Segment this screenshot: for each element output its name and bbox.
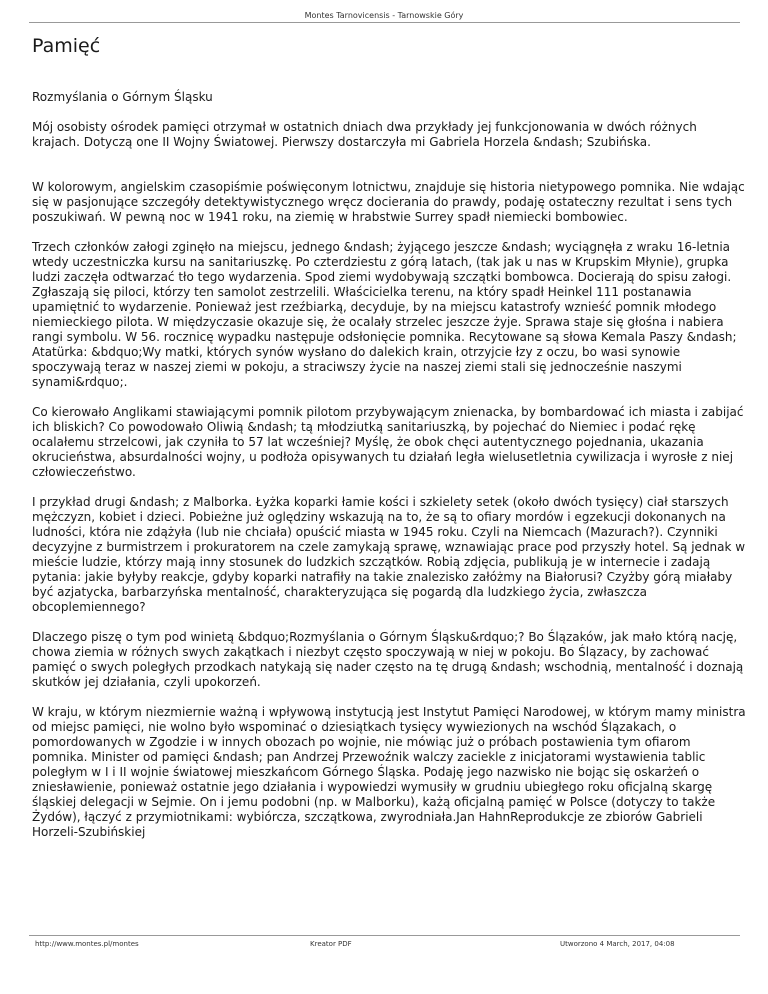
page-title: Pamięć [32, 35, 101, 57]
article-paragraph: W kraju, w którym niezmiernie ważną i wpływową instytucją jest Instytut Pamięci Narodowej, w którym mamy ministra od miejsc pamięci, nie wolno było wspominać o dziesiątkach tysięcy wywiezionych na wschód Ślązakach, o pomordowanych w Zgodzie i w innych obozach po wojnie, nie mówiąc już o próbach postawienia tym ofiarom pomnika. Minister od pamięci &ndash; pan Andrzej Przewoźnik walczy zaciekle z inicjatorami wystawienia tablic poległym w I i II wojnie światowej mieszkańcom Górnego Śląska. Podaję jego nazwisko nie bojąc się oskarżeń o zniesławienie, ponieważ ostatnie jego działania i wypowiedzi wymusiły w grudniu ubiegłego roku oficjalną skargę śląskiej delegacji w Sejmie. On i jemu podobni (np. w Malborku), każą oficjalną pamięć w Polsce (dotyczy to także Żydów), łączyć z przymiotnikami: wybiórcza, szczątkowa, zwyrodniała.Jan HahnReprodukcje ze zbiorów Gabrieli Horzeli-Szubińskiej [32, 705, 746, 839]
footer-divider [29, 935, 740, 936]
article-paragraph: Dlaczego piszę o tym pod winietą &bdquo;Rozmyślania o Górnym Śląsku&rdquo;? Bo Ślązaków, jak mało którą nację, chowa ziemia w różnych swych zakątkach i niezbyt często spoczywają w niej w pokoju. Bo Ślązacy, by zachować pamięć o swych poległych przodkach natykają się nader często na tę drugą &ndash; wschodnią, mentalność i doznają skutków jej działania, czyli upokorzeń. [32, 630, 744, 689]
article-body [32, 90, 748, 855]
site-header: Montes Tarnovicensis - Tarnowskie Góry [304, 11, 464, 20]
article-paragraph: Trzech członków załogi zginęło na miejscu, jednego &ndash; żyjącego jeszcze &ndash; wyciągnęła z wraku 16-letnia wtedy uczestniczka kursu na sanitariuszkę. Po czterdziestu z górą latach, (tak jak u nas w Krupskim Młynie), grupka ludzi zaczęła odtwarzać tło tego wydarzenia. Spod ziemi wydobywają szczątki bombowca. Docierają do spisu załogi. Zgłaszają się piloci, którzy ten samolot zestrzelili. Właścicielka terenu, na który spadł Heinkel 111 postanawia upamiętnić to wydarzenie. Ponieważ jest rzeźbiarką, decyduje, by na miejscu katastrofy wznieść pomnik młodego niemieckiego pilota. W międzyczasie okazuje się, że ocalały strzelec jeszcze żyje. Sprawa staje się głośna i nabiera rangi symbolu. W 56. rocznicę wypadku następuje odsłonięcie pomnika. Recytowane są słowa Kemala Paszy &ndash; Atatürka: &bdquo;Wy matki, których synów wysłano do dalekich krain, otrzyjcie łzy z oczu, bo wasi synowie spoczywają teraz w naszej ziemi w pokoju, a straciwszy życie na naszej ziemi stali się jednocześnie naszymi synami&rdquo;. [32, 240, 737, 389]
footer-created-date: Utworzono 4 March, 2017, 04:08 [560, 940, 675, 948]
footer-url[interactable]: http://www.montes.pl/montes [35, 940, 139, 948]
article-paragraph: I przykład drugi &ndash; z Malborka. Łyżka koparki łamie kości i szkielety setek (około dwóch tysięcy) ciał starszych mężczyzn, kobiet i dzieci. Pobieżne już oględziny wskazują na to, że są to ofiary mordów i egzekucji dokonanych na ludności, która nie zdążyła (lub nie chciała) opuścić miasta w 1945 roku. Czyli na Niemcach (Mazurach?). Czynniki decyzyjne z burmistrzem i prokuratorem na czele zamykają sprawę, wznawiając prace pod przyszły hotel. Są jednak w mieście ludzie, którzy mają inny stosunek do ludzkich szczątków. Robią zdjęcia, publikują je w internecie i zadają pytania: jakie byłyby reakcje, gdyby koparki natrafiły na takie znalezisko załóżmy na Białorusi? Czyżby górą miałaby być azjatycka, barbarzyńska mentalność, charakteryzująca się pogardą dla ludzkiego życia, zwłaszcza obcoplemiennego? [32, 495, 746, 614]
header-divider [29, 22, 740, 23]
article-subtitle: Rozmyślania o Górnym Śląsku [32, 90, 213, 104]
article-paragraph: Mój osobisty ośrodek pamięci otrzymał w ostatnich dniach dwa przykłady jej funkcjonowania w dwóch różnych krajach. Dotyczą one II Wojny Światowej. Pierwszy dostarczyła mi Gabriela Horzela &ndash; Szubińska. [32, 120, 697, 149]
article-paragraph: W kolorowym, angielskim czasopiśmie poświęconym lotnictwu, znajduje się historia nietypowego pomnika. Nie wdając się w pasjonujące szczegóły detektywistycznego wręcz docierania do prawdy, podaję ostateczny rezultat i sens tych poszukiwań. W pewną noc w 1941 roku, na ziemię w hrabstwie Surrey spadł niemiecki bombowiec. [32, 180, 745, 224]
footer-generator: Kreator PDF [310, 940, 352, 948]
article-paragraph: Co kierowało Anglikami stawiającymi pomnik pilotom przybywającym znienacka, by bombardować ich miasta i zabijać ich bliskich? Co powodowało Oliwią &ndash; tą młodziutką sanitariuszką, by pojechać do Niemiec i podać rękę ocalałemu strzelcowi, jak czyniła to 57 lat wcześniej? Myślę, że obok chęci autentycznego pojednania, ukazania okrucieństwa, absurdalności wojny, u podłoża opisywanych tu działań legła wielusetletnia cywilizacja i wyrosłe z niej człowieczeństwo. [32, 405, 744, 479]
